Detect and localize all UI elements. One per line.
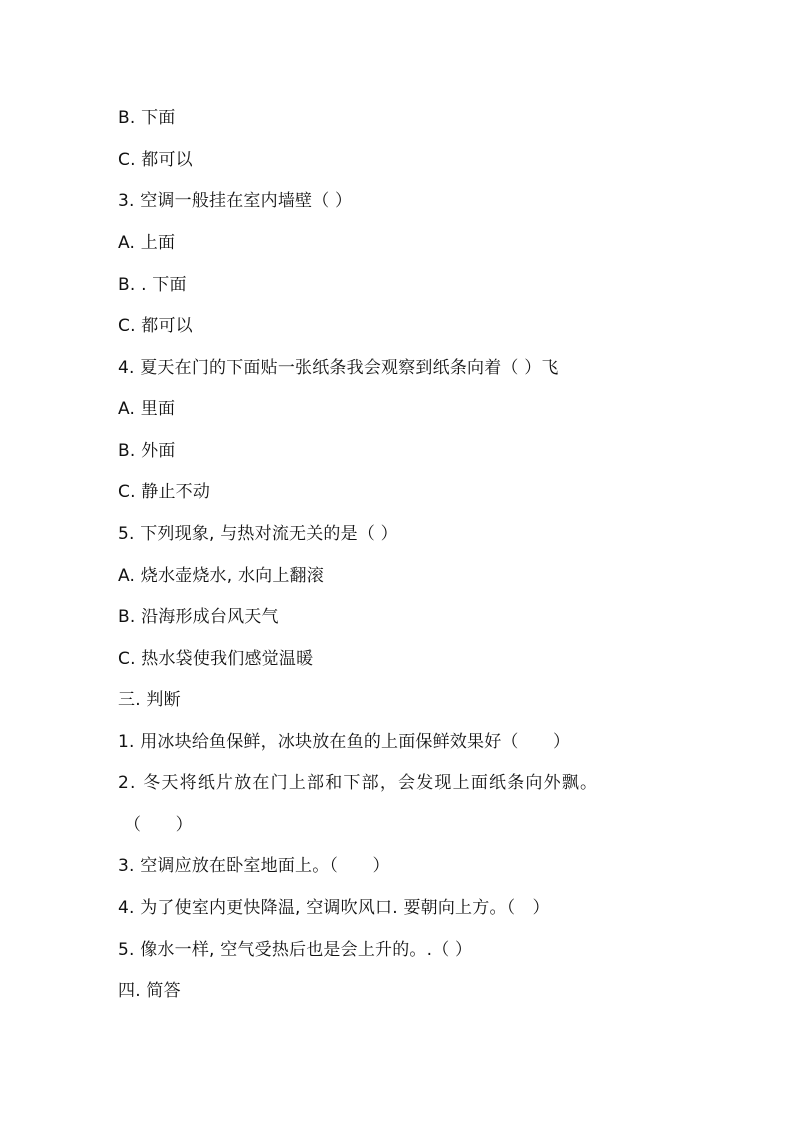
option-3-c: C. 都可以 xyxy=(118,150,193,170)
question-4: 4. 夏天在门的下面贴一张纸条我会观察到纸条向着（ ）飞 xyxy=(118,358,559,378)
option-4-b: B. 外面 xyxy=(118,441,176,461)
option-3-b: B. 下面 xyxy=(118,108,176,128)
judgment-4: 4. 为了使室内更快降温, 空调吹风口. 要朝向上方。（ ） xyxy=(118,898,550,918)
judgment-2-answer-blank: （ ） xyxy=(124,815,193,835)
question-3: 3. 空调一般挂在室内墙壁（ ） xyxy=(118,191,353,211)
option-5-b: B. 沿海形成台风天气 xyxy=(118,607,279,627)
section-short-answer-heading: 四. 简答 xyxy=(118,981,181,1001)
question-5: 5. 下列现象, 与热对流无关的是（ ） xyxy=(118,524,398,544)
option-c: C. 都可以 xyxy=(118,316,193,336)
judgment-2: 2. 冬天将纸片放在门上部和下部，会发现上面纸条向外飘。 xyxy=(118,773,599,793)
option-4-c: C. 静止不动 xyxy=(118,482,211,502)
option-5-a: A. 烧水壶烧水, 水向上翻滚 xyxy=(118,566,324,586)
judgment-3: 3. 空调应放在卧室地面上。（ ） xyxy=(118,856,390,876)
option-5-c: C. 热水袋使我们感觉温暖 xyxy=(118,649,314,669)
judgment-5: 5. 像水一样, 空气受热后也是会上升的。.（ ） xyxy=(118,940,473,960)
section-judgment-heading: 三. 判断 xyxy=(118,690,181,710)
option-b: B. . 下面 xyxy=(118,275,187,295)
option-a: A. 上面 xyxy=(118,233,176,253)
option-4-a: A. 里面 xyxy=(118,399,176,419)
judgment-1: 1. 用冰块给鱼保鲜，冰块放在鱼的上面保鲜效果好（ ） xyxy=(118,732,571,752)
